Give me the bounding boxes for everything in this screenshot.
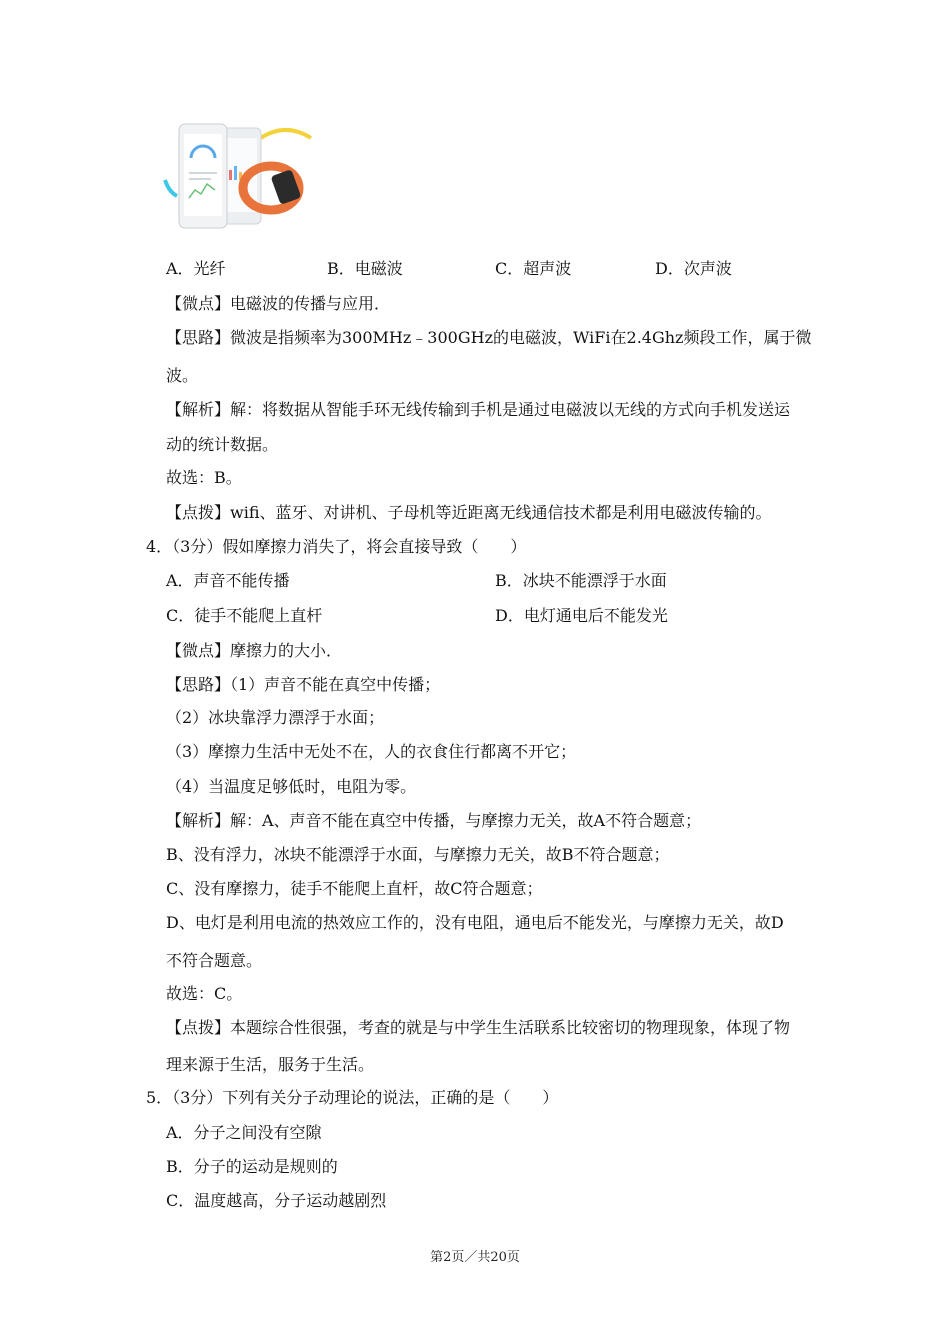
q4-jiexi-line3: C、没有摩擦力，徒手不能爬上直杆，故C符合题意； bbox=[166, 879, 543, 898]
q4-jiexi-line1: 【解析】解：A、声音不能在真空中传播，与摩擦力无关，故A不符合题意； bbox=[166, 811, 702, 830]
page-footer: 第2页／共20页 bbox=[430, 1250, 520, 1265]
q4-jiexi-line2: B、没有浮力，冰块不能漂浮于水面，与摩擦力无关，故B不符合题意； bbox=[166, 845, 670, 864]
q4-weidian: 【微点】摩擦力的大小． bbox=[166, 641, 343, 660]
q4-jiexi-line5: 不符合题意。 bbox=[166, 951, 263, 970]
q4-option-d: D．电灯通电后不能发光 bbox=[495, 606, 668, 625]
q4-answer: 故选：C。 bbox=[166, 984, 243, 1003]
q3-answer: 故选：B。 bbox=[166, 468, 242, 487]
q5-option-c: C．温度越高，分子运动越剧烈 bbox=[166, 1191, 387, 1210]
q5-option-b: B．分子的运动是规则的 bbox=[166, 1157, 338, 1176]
q4-silu-line2: （2）冰块靠浮力漂浮于水面； bbox=[166, 708, 385, 727]
q3-option-b: B．电磁波 bbox=[327, 259, 403, 278]
q4-silu-line3: （3）摩擦力生活中无处不在，人的衣食住行都离不开它； bbox=[166, 742, 577, 761]
q3-jiexi-line2: 动的统计数据。 bbox=[166, 435, 279, 454]
q4-option-a: A．声音不能传播 bbox=[166, 571, 290, 590]
q3-silu-line2: 波。 bbox=[166, 366, 199, 385]
phone-and-band-image bbox=[163, 120, 313, 230]
q4-stem: 4．（3分）假如摩擦力消失了，将会直接导致（ ） bbox=[146, 537, 527, 556]
q4-dianbo-line1: 【点拨】本题综合性很强，考查的就是与中学生生活联系比较密切的物理现象，体现了物 bbox=[166, 1018, 791, 1037]
q4-dianbo-line2: 理来源于生活，服务于生活。 bbox=[166, 1055, 375, 1074]
q3-option-c: C．超声波 bbox=[495, 259, 572, 278]
q3-option-d: D．次声波 bbox=[655, 259, 732, 278]
q5-option-a: A．分子之间没有空隙 bbox=[166, 1123, 322, 1142]
q4-silu-line1: 【思路】（1）声音不能在真空中传播； bbox=[166, 675, 441, 694]
q4-jiexi-line4: D、电灯是利用电流的热效应工作的，没有电阻，通电后不能发光，与摩擦力无关，故D bbox=[166, 913, 784, 932]
q4-option-c: C．徒手不能爬上直杆 bbox=[166, 606, 323, 625]
q5-stem: 5．（3分）下列有关分子动理论的说法，正确的是（ ） bbox=[146, 1088, 559, 1107]
q3-silu-line1: 【思路】微波是指频率为300MHz﹣300GHz的电磁波，WiFi在2.4Ghz频段工作，属于微 bbox=[166, 328, 812, 347]
q3-jiexi-line1: 【解析】解：将数据从智能手环无线传输到手机是通过电磁波以无线的方式向手机发送运 bbox=[166, 400, 791, 419]
q4-option-b: B．冰块不能漂浮于水面 bbox=[495, 571, 667, 590]
q4-silu-line4: （4）当温度足够低时，电阻为零。 bbox=[166, 777, 417, 796]
q3-option-a: A．光纤 bbox=[166, 259, 226, 278]
q3-weidian: 【微点】电磁波的传播与应用． bbox=[166, 294, 391, 313]
q3-dianbo: 【点拨】wifi、蓝牙、对讲机、子母机等近距离无线通信技术都是利用电磁波传输的。 bbox=[166, 503, 772, 522]
